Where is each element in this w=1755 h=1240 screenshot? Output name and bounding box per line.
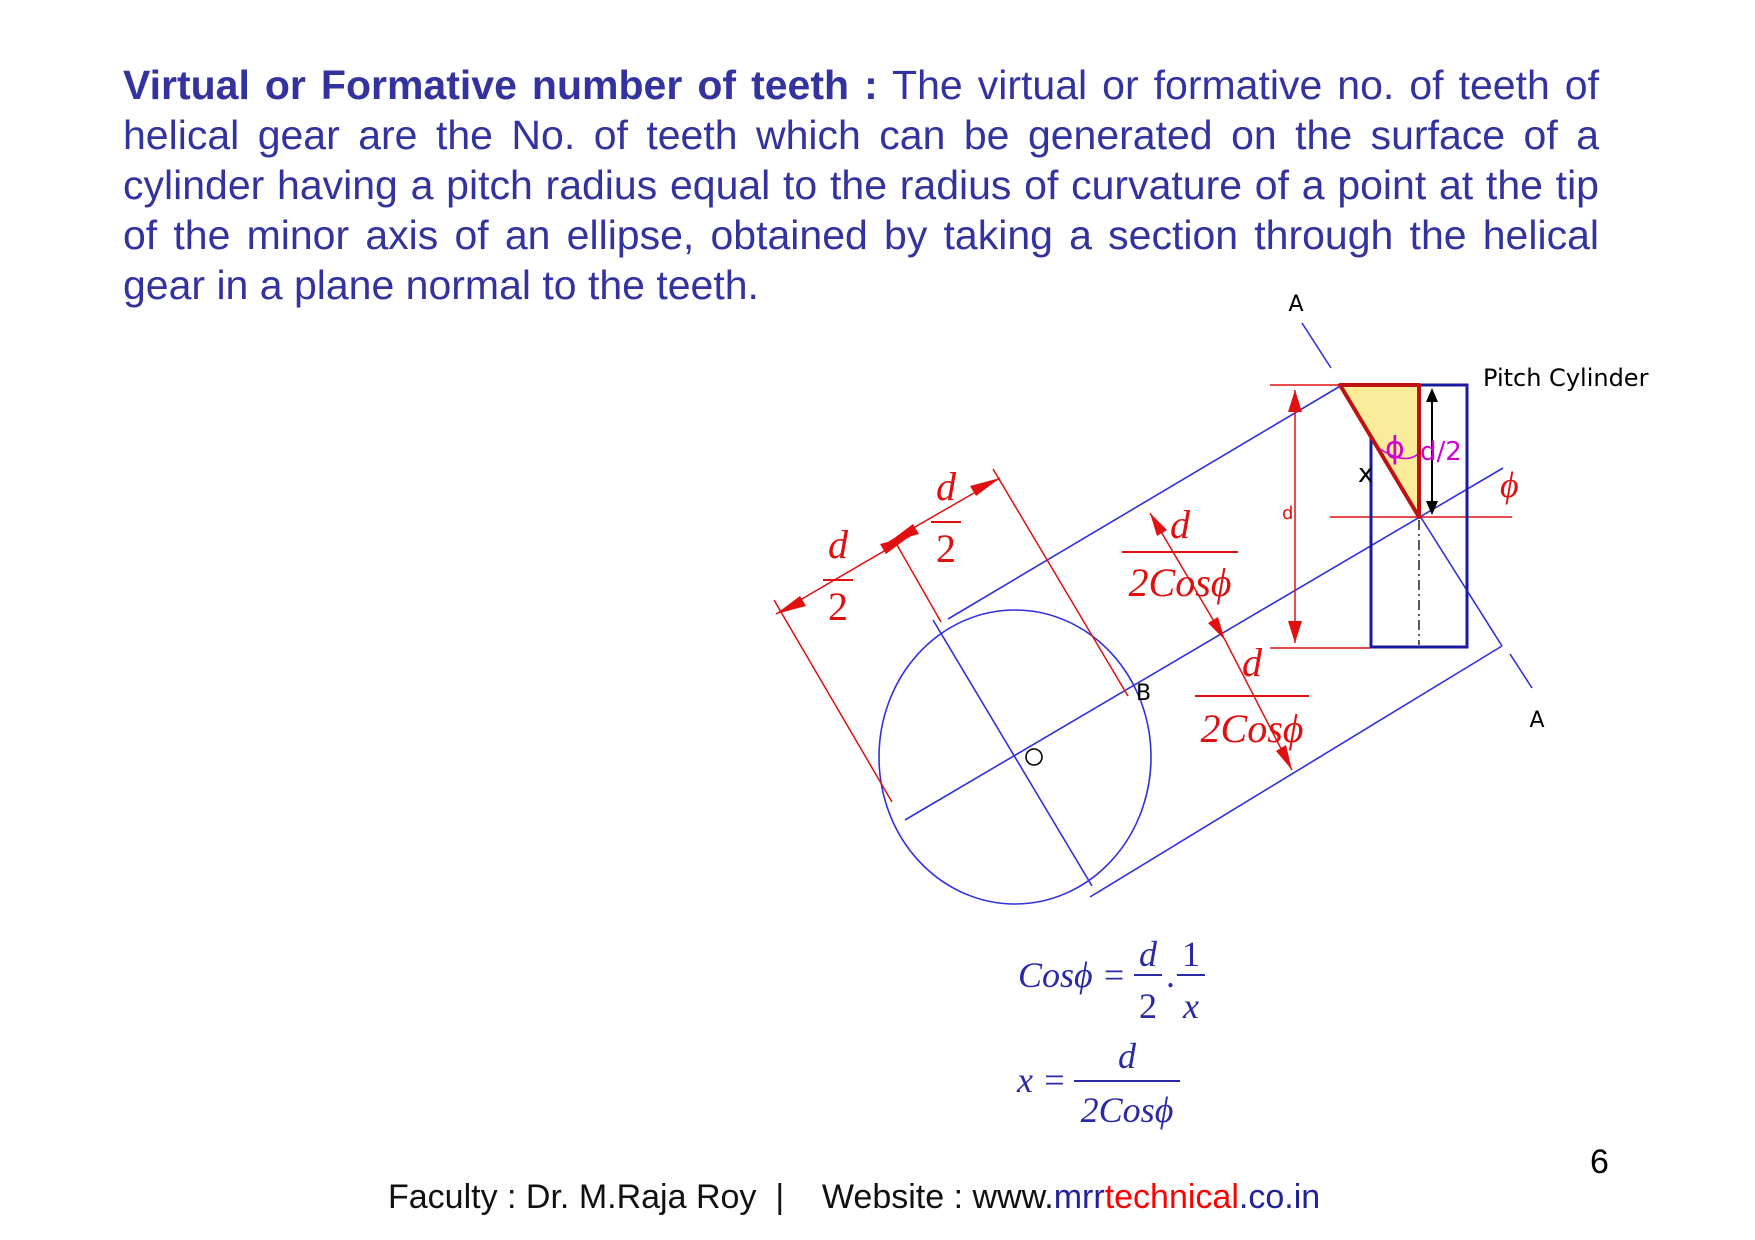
fraction-lower-numerator: d [1242, 640, 1262, 685]
fraction-mid-denominator: 2 [936, 526, 956, 571]
footer-technical: technical [1104, 1178, 1239, 1216]
fraction-lower-denominator: 2Cosϕ [1200, 706, 1304, 751]
footer-prefix: Faculty : Dr. M.Raja Roy | Website : www. [388, 1178, 1054, 1216]
arrowhead [1150, 513, 1167, 536]
circle-diameter-axis [933, 620, 1092, 886]
label-d-small: d [1282, 503, 1294, 524]
formula1-denominator-x: x [1183, 986, 1199, 1026]
label-phi-right: ϕ [1500, 465, 1519, 505]
formula1-numerator-1: 1 [1182, 934, 1200, 974]
formula1-numerator-d: d [1139, 934, 1157, 974]
label-a-top: A [1288, 292, 1304, 317]
pitch-cylinder-label: Pitch Cylinder [1483, 364, 1649, 392]
arrowhead [1288, 621, 1302, 643]
section-line-top [1302, 323, 1331, 368]
fraction-mid-numerator: d [936, 464, 956, 509]
definition-body: The virtual or formative no. of teeth of helical gear are the No. of teeth which can be generated on the surface of a cylinder having a pitch radius equal to the radius of curvature of a point at the tip of the minor axis of an ellipse, obtained by taking a section through the helical gear in a plane normal to the teeth. [123, 62, 1600, 308]
cylinder-end-line [1420, 516, 1502, 646]
fraction-upper-numerator: d [1170, 502, 1190, 547]
extension-line-1 [774, 600, 892, 802]
label-a-bottom: A [1529, 708, 1545, 733]
arrowhead [776, 596, 806, 614]
footer-suffix: .co.in [1238, 1178, 1321, 1216]
construction-lines [879, 323, 1532, 904]
fraction-upper-denominator: 2Cosϕ [1128, 560, 1232, 605]
label-half-d: d/2 [1420, 437, 1462, 467]
page-number: 6 [1590, 1143, 1609, 1181]
section-line-bottom [1510, 654, 1532, 688]
formula1-dot: . [1166, 955, 1175, 995]
formula2-lhs: x = [1017, 1060, 1067, 1100]
label-b: B [1136, 681, 1152, 706]
fraction-left-denominator: 2 [828, 584, 848, 629]
formula2-denominator: 2Cosϕ [1080, 1090, 1174, 1130]
formula2-numerator: d [1118, 1036, 1136, 1076]
section-triangle [1340, 385, 1419, 517]
lower-tangent-line [1090, 646, 1502, 897]
label-phi-triangle: ϕ [1385, 431, 1405, 466]
center-point-o [1026, 749, 1042, 765]
center-line [905, 468, 1503, 820]
formula1-denominator-2: 2 [1139, 986, 1157, 1026]
extension-line-3 [993, 469, 1128, 696]
definition-term: Virtual or Formative number of teeth : [123, 62, 878, 108]
arrowhead [1288, 390, 1302, 412]
formula1-lhs: Cosϕ = [1018, 955, 1126, 995]
arrowhead [970, 478, 1000, 496]
arrowhead [1426, 388, 1438, 402]
footer-mrr: mrr [1053, 1178, 1105, 1216]
fraction-left-numerator: d [828, 522, 848, 567]
label-x: x [1358, 459, 1374, 489]
extension-line-2 [897, 545, 941, 622]
footer [388, 1178, 1320, 1217]
